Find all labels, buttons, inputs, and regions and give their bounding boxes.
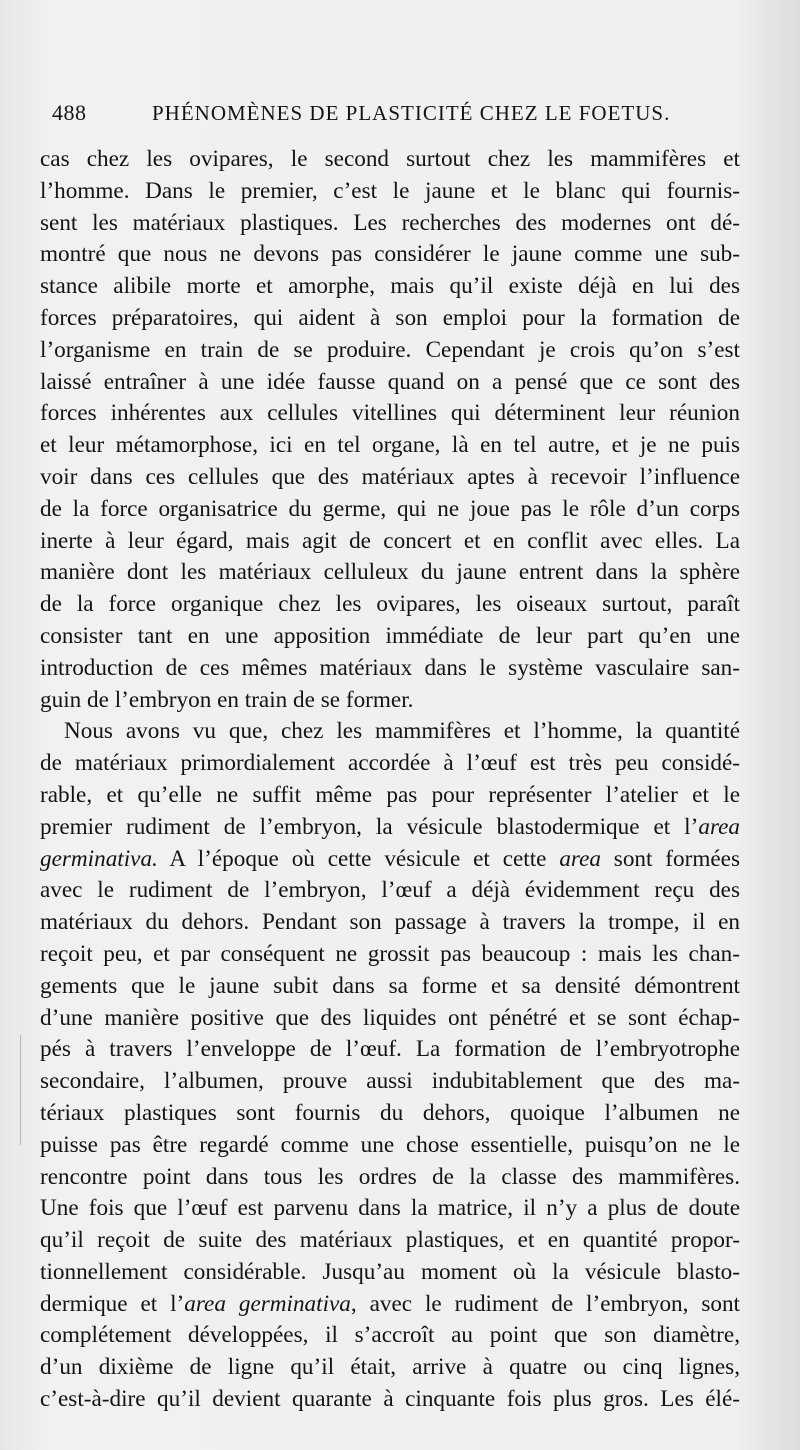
- line-text: inerte à leur égard, mais agit de concert et en conflit avec elles. La: [40, 527, 740, 554]
- line-text: A l’époque où cette vésicule et cette: [157, 845, 560, 872]
- text-line: [40, 907, 740, 939]
- line-text: voir dans ces cellules que des matériaux aptes à recevoir l’influence: [40, 463, 740, 490]
- text-line: [40, 716, 740, 748]
- line-text: sont formées: [600, 845, 740, 872]
- text-line: [40, 1352, 740, 1384]
- text-line: [40, 780, 740, 812]
- text-line: [40, 271, 740, 303]
- text-line: [40, 971, 740, 1003]
- text-line: [40, 685, 740, 717]
- text-line: [40, 844, 740, 876]
- line-text: sent les matériaux plastiques. Les recherches des modernes ont dé-: [40, 209, 740, 236]
- text-line: [40, 875, 740, 907]
- text-line: [40, 303, 740, 335]
- running-title: PHÉNOMÈNES DE PLASTICITÉ CHEZ LE FOETUS.: [152, 101, 671, 125]
- text-line: [40, 1098, 740, 1130]
- page-header: [40, 100, 760, 134]
- line-text: complétement développées, il s’accroît au point que son diamètre,: [40, 1322, 740, 1349]
- text-line: [40, 144, 740, 176]
- text-line: [40, 1130, 740, 1162]
- text-line: [40, 1320, 740, 1352]
- line-text: laissé entraîner à une idée fausse quand on a pensé que ce sont des: [40, 368, 740, 395]
- text-line: [40, 589, 740, 621]
- line-text: introduction de ces mêmes matériaux dans le système vasculaire san-: [40, 654, 740, 681]
- line-text: reçoit peu, et par conséquent ne grossit pas beaucoup : mais les chan-: [40, 940, 740, 967]
- text-line: [40, 494, 740, 526]
- text-line: [40, 526, 740, 558]
- line-text: de la force organisatrice du germe, qui ne joue pas le rôle d’un corps: [40, 495, 740, 522]
- line-text: avec le rudiment de l’embryon, l’œuf a déjà évidemment reçu des: [40, 877, 740, 904]
- line-text: montré que nous ne devons pas considérer le jaune comme une sub-: [40, 241, 740, 268]
- line-text: rencontre point dans tous les ordres de la classe des mammifères.: [40, 1163, 740, 1190]
- line-text: pés à travers l’enveloppe de l’œuf. La formation de l’embryotrophe: [40, 1036, 740, 1063]
- text-line: [40, 335, 740, 367]
- margin-pencil-mark: [20, 1035, 21, 1145]
- line-text: tionnellement considérable. Jusqu’au moment où la vésicule blasto-: [40, 1258, 740, 1285]
- line-text: forces préparatoires, qui aident à son emploi pour la formation de: [40, 304, 740, 331]
- text-line: [40, 1034, 740, 1066]
- line-text: puisse pas être regardé comme une chose essentielle, puisqu’on ne le: [40, 1131, 740, 1158]
- line-text: secondaire, l’albumen, prouve aussi indubitablement que des ma-: [40, 1068, 740, 1095]
- line-text: dermique et l’: [40, 1290, 185, 1317]
- text-line: [40, 1162, 740, 1194]
- line-text: premier rudiment de l’embryon, la vésicule blastodermique et l’: [40, 813, 699, 840]
- line-text: gements que le jaune subit dans sa forme et sa densité démontrent: [40, 972, 740, 999]
- text-line: [40, 1257, 740, 1289]
- text-line: [40, 1289, 740, 1321]
- line-text: matériaux du dehors. Pendant son passage à travers la trompe, il en: [40, 909, 740, 936]
- line-text: d’une manière positive que des liquides ont pénétré et se sont échap-: [40, 1004, 740, 1031]
- line-text: et leur métamorphose, ici en tel organe, là en tel autre, et je ne puis: [40, 432, 740, 459]
- line-text: d’un dixième de ligne qu’il était, arrive à quatre ou cinq lignes,: [40, 1354, 740, 1381]
- line-text: guin de l’embryon en train de se former.: [40, 686, 414, 713]
- text-line: [40, 367, 740, 399]
- italic-text: germinativa.: [40, 845, 158, 872]
- text-line: [40, 1225, 740, 1257]
- text-line: [40, 1003, 740, 1035]
- text-line: [40, 653, 740, 685]
- line-text: c’est-à-dire qu’il devient quarante à cinquante fois plus gros. Les élé-: [40, 1386, 740, 1413]
- text-line: [40, 239, 740, 271]
- text-line: [40, 557, 740, 589]
- line-text: stance alibile morte et amorphe, mais qu’il existe déjà en lui des: [40, 273, 740, 300]
- page-number: 488: [52, 100, 87, 125]
- text-line: [40, 430, 740, 462]
- text-line: [40, 208, 740, 240]
- text-line: [40, 621, 740, 653]
- line-text: consister tant en une apposition immédiate de leur part qu’en une: [40, 622, 740, 649]
- line-text: Une fois que l’œuf est parvenu dans la matrice, il n’y a plus de doute: [40, 1195, 740, 1222]
- line-text: rable, et qu’elle ne suffit même pas pour représenter l’atelier et le: [40, 781, 740, 808]
- text-line: [40, 1066, 740, 1098]
- body-text: [40, 144, 740, 1416]
- text-line: [40, 1384, 740, 1416]
- text-line: [40, 748, 740, 780]
- line-text: forces inhérentes aux cellules vitellines qui déterminent leur réunion: [40, 400, 740, 427]
- text-line: [40, 812, 740, 844]
- text-line: [40, 939, 740, 971]
- text-line: [40, 1193, 740, 1225]
- line-text: l’homme. Dans le premier, c’est le jaune et le blanc qui fournis-: [40, 177, 740, 204]
- line-text: , avec le rudiment de l’embryon, sont: [350, 1290, 740, 1317]
- text-line: [40, 462, 740, 494]
- line-text: cas chez les ovipares, le second surtout chez les mammifères et: [40, 146, 740, 172]
- line-text: manière dont les matériaux celluleux du jaune entrent dans la sphère: [40, 559, 740, 586]
- text-line: [40, 398, 740, 430]
- line-text: Nous avons vu que, chez les mammifères et l’homme, la quantité: [64, 718, 740, 745]
- line-text: l’organisme en train de se produire. Cependant je crois qu’on s’est: [40, 336, 740, 363]
- italic-text: area germinativa: [184, 1290, 351, 1317]
- italic-text: area: [559, 845, 601, 872]
- line-text: tériaux plastiques sont fournis du dehors, quoique l’albumen ne: [40, 1099, 740, 1126]
- line-text: de la force organique chez les ovipares, les oiseaux surtout, paraît: [40, 591, 740, 618]
- line-text: qu’il reçoit de suite des matériaux plastiques, et en quantité propor-: [40, 1227, 740, 1254]
- text-line: [40, 176, 740, 208]
- line-text: de matériaux primordialement accordée à l’œuf est très peu considé-: [40, 750, 740, 777]
- italic-text: area: [698, 813, 740, 840]
